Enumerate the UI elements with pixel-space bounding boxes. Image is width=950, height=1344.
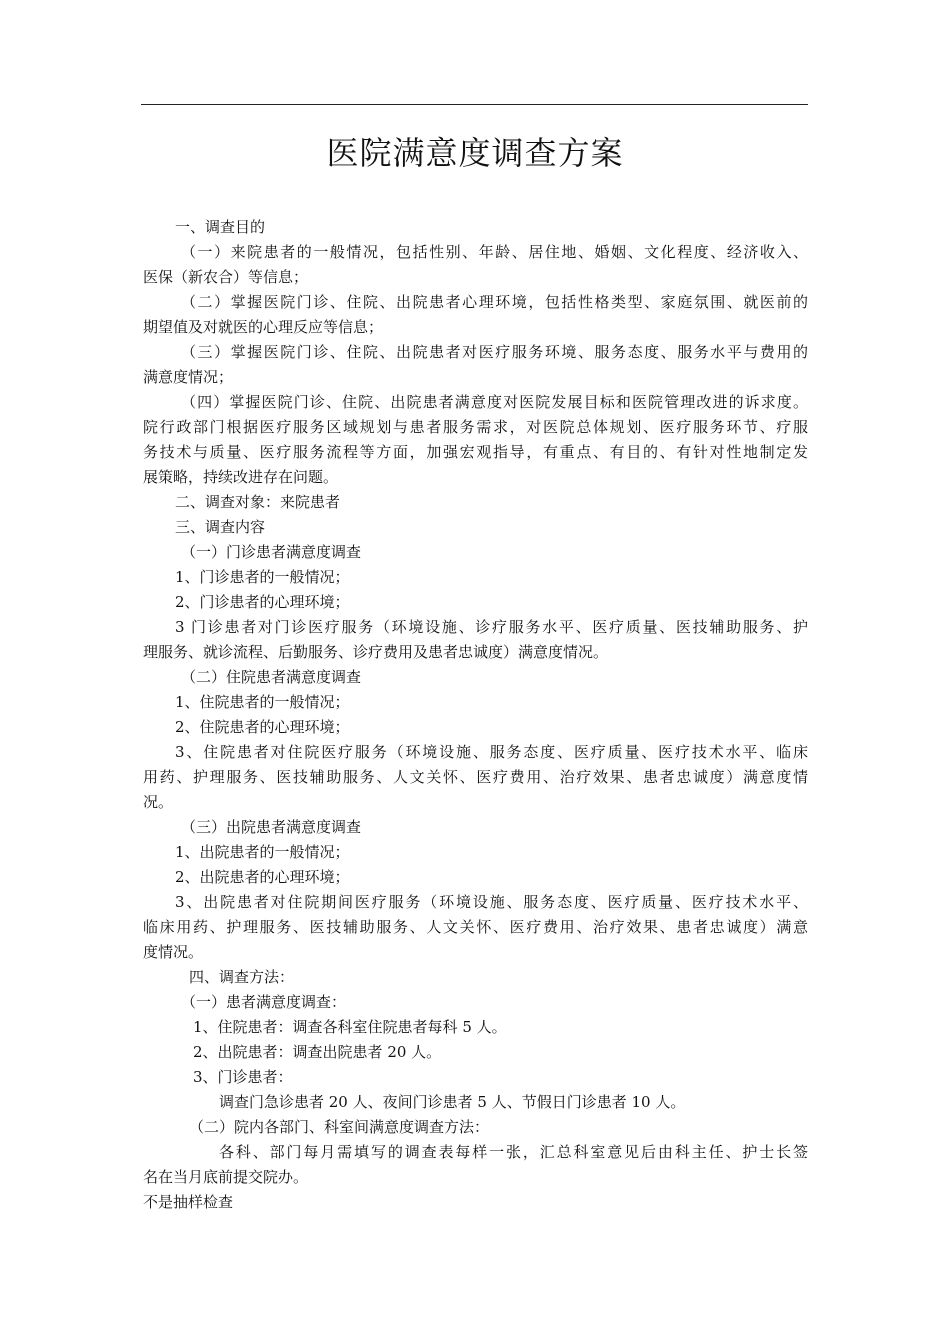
list-item: 3、住院患者对住院医疗服务（环境设施、服务态度、医疗质量、医疗技术水平、临床 — [175, 743, 808, 761]
paragraph-line: 院行政部门根据医疗服务区域规划与患者服务需求，对医院总体规划、医疗服务环节、疗服 — [143, 418, 808, 436]
paragraph-line: 医保（新农合）等信息； — [143, 268, 309, 286]
list-item: 2、出院患者：调查出院患者 20 人。 — [193, 1043, 442, 1061]
paragraph-line: 临床用药、护理服务、医技辅助服务、人文关怀、医疗费用、治疗效果、患者忠诚度）满意 — [143, 918, 808, 936]
paragraph-line: 期望值及对就医的心理反应等信息； — [143, 318, 384, 336]
paragraph-line: 各科、部门每月需填写的调查表每样一张，汇总科室意见后由科主任、护士长签 — [219, 1143, 808, 1161]
paragraph-line: （二）掌握医院门诊、住院、出院患者心理环境，包括性格类型、家庭氛围、就医前的 — [181, 293, 808, 311]
list-item: 2、住院患者的心理环境； — [175, 718, 350, 736]
subsection-heading: （三）出院患者满意度调查 — [181, 818, 362, 836]
list-item: 3、出院患者对住院期间医疗服务（环境设施、服务态度、医疗质量、医疗技术水平、 — [175, 893, 808, 911]
paragraph-line: （一）来院患者的一般情况，包括性别、年龄、居住地、婚姻、文化程度、经济收入、 — [181, 243, 808, 261]
document-body — [143, 215, 808, 1215]
subsection-heading: （一）门诊患者满意度调查 — [181, 543, 362, 561]
paragraph-line: （三）掌握医院门诊、住院、出院患者对医疗服务环境、服务态度、服务水平与费用的 — [181, 343, 808, 361]
subsection-heading: （二）院内各部门、科室间满意度调查方法： — [189, 1118, 490, 1136]
paragraph-line: 理服务、就诊流程、后勤服务、诊疗费用及患者忠诚度）满意度情况。 — [143, 643, 609, 661]
list-item: 2、出院患者的心理环境； — [175, 868, 350, 886]
subsection-heading: （二）住院患者满意度调查 — [181, 668, 362, 686]
paragraph-line: 务技术与质量、医疗服务流程等方面，加强宏观指导，有重点、有目的、有针对性地制定发 — [143, 443, 808, 461]
section-heading: 四、调查方法： — [189, 968, 295, 986]
list-item: 1、住院患者：调查各科室住院患者每科 5 人。 — [193, 1018, 507, 1036]
document-title: 医院满意度调查方案 — [326, 134, 624, 172]
subsection-heading: （一）患者满意度调查： — [181, 993, 347, 1011]
list-item: 1、住院患者的一般情况； — [175, 693, 350, 711]
paragraph-line: （四）掌握医院门诊、住院、出院患者满意度对医院发展目标和医院管理改进的诉求度。 — [181, 393, 808, 411]
list-item: 2、门诊患者的心理环境； — [175, 593, 350, 611]
paragraph-line: 展策略，持续改进存在问题。 — [143, 468, 339, 486]
paragraph-line: 度情况。 — [143, 943, 204, 961]
list-item: 1、门诊患者的一般情况； — [175, 568, 350, 586]
paragraph-line: 名在当月底前提交院办。 — [143, 1168, 309, 1186]
paragraph-line: 调查门急诊患者 20 人、夜间门诊患者 5 人、节假日门诊患者 10 人。 — [219, 1093, 686, 1111]
paragraph-line: 况。 — [143, 793, 174, 811]
note-line: 不是抽样检查 — [143, 1193, 234, 1211]
section-heading: 三、调查内容 — [175, 518, 266, 536]
paragraph-line: 满意度情况； — [143, 368, 234, 386]
list-item: 3 门诊患者对门诊医疗服务（环境设施、诊疗服务水平、医疗质量、医技辅助服务、护 — [175, 618, 808, 636]
top-rule — [141, 104, 808, 105]
paragraph-line: 用药、护理服务、医技辅助服务、人文关怀、医疗费用、治疗效果、患者忠诚度）满意度情 — [143, 768, 808, 786]
section-heading: 一、调查目的 — [175, 218, 266, 236]
section-heading: 二、调查对象：来院患者 — [175, 493, 341, 511]
list-item: 1、出院患者的一般情况； — [175, 843, 350, 861]
list-item: 3、门诊患者： — [193, 1068, 293, 1086]
